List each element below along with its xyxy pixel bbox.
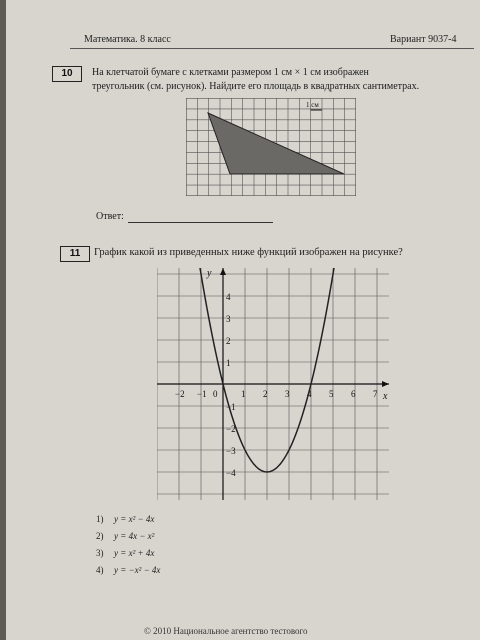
triangle-grid-figure [186, 98, 356, 196]
x-axis-label: x [383, 391, 388, 402]
scale-label: 1 см [306, 101, 319, 109]
subject-header: Математика. 8 класс [84, 34, 171, 45]
task-11-number: 11 [60, 246, 90, 262]
y-tick-label: 3 [226, 314, 231, 324]
x-tick-label: 5 [329, 389, 334, 399]
x-tick-label: 4 [307, 389, 312, 399]
y-tick-label: −3 [226, 446, 236, 456]
y-axis-label: y [207, 268, 212, 279]
y-tick-label: −4 [226, 468, 236, 478]
task-10-text-line2: треугольник (см. рисунок). Найдите его площадь в квадратных сантиметрах. [92, 81, 420, 92]
x-tick-label: 2 [263, 389, 268, 399]
copyright-footer: © 2010 Национальное агентство тестового [144, 626, 308, 636]
x-tick-label: 1 [241, 389, 246, 399]
y-tick-label: 2 [226, 336, 231, 346]
answer-field[interactable] [128, 222, 273, 223]
y-tick-label: 1 [226, 358, 231, 368]
x-tick-label: −2 [175, 389, 185, 399]
y-tick-label: −2 [226, 424, 236, 434]
header-divider [70, 48, 474, 49]
x-tick-label: −1 [197, 389, 207, 399]
choice-1[interactable]: 1) y = x² − 4x [96, 514, 155, 524]
origin-label: 0 [213, 389, 218, 399]
choice-2[interactable]: 2) y = 4x − x² [96, 531, 155, 541]
x-tick-label: 6 [351, 389, 356, 399]
task-10-number: 10 [52, 66, 82, 82]
parabola-graph [157, 268, 389, 500]
task-10-text-line1: На клетчатой бумаге с клетками размером 1 см × 1 см изображен [92, 67, 369, 78]
answer-label: Ответ: [96, 211, 124, 222]
x-tick-label: 3 [285, 389, 290, 399]
task-11-question: График какой из приведенных ниже функций изображен на рисунке? [94, 247, 403, 258]
choice-3[interactable]: 3) y = x² + 4x [96, 548, 155, 558]
y-tick-label: 4 [226, 292, 231, 302]
variant-header: Вариант 9037-4 [390, 34, 457, 45]
y-tick-label: −1 [226, 402, 236, 412]
choice-4[interactable]: 4) y = −x² − 4x [96, 565, 161, 575]
x-tick-label: 7 [373, 389, 378, 399]
